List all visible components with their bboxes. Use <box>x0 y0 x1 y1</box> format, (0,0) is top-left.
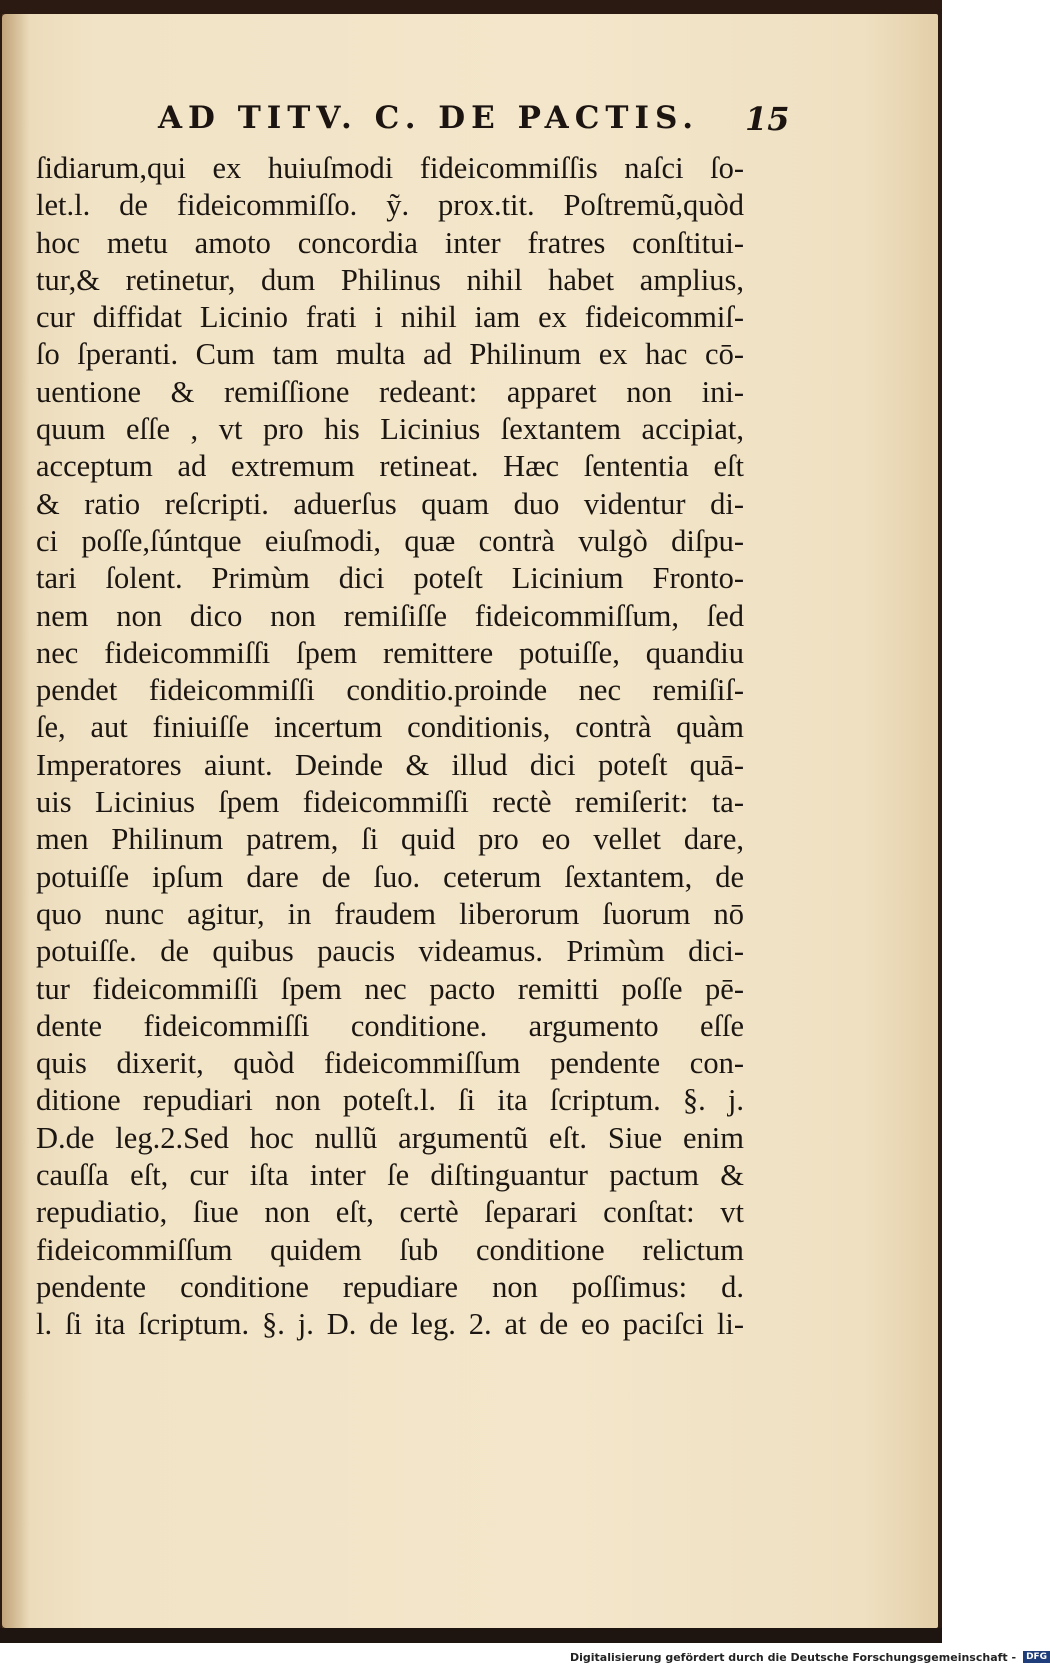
text-line: let.l. de fideicommiſſo. ỹ. prox.tit. Poſtremũ,quòd <box>36 188 744 223</box>
text-line: potuiſſe ipſum dare de ſuo. ceterum ſextantem, de <box>36 859 744 894</box>
text-line: pendet fideicommiſſi conditio.proinde nec remiſiſ- <box>36 673 744 708</box>
text-line: l. ſi ita ſcriptum. §. j. D. de leg. 2. at de eo paciſci li- <box>36 1307 744 1342</box>
text-line: fideicommiſſum quidem ſub conditione relictum <box>36 1232 744 1267</box>
text-line: & ratio reſcripti. aduerſus quam duo videntur di- <box>36 486 744 521</box>
page-header <box>0 100 942 140</box>
text-line: quum eſſe , vt pro his Licinius ſextantem accipiat, <box>36 412 744 447</box>
running-title: AD TITV. C. DE PACTIS. <box>158 100 700 136</box>
text-line: ſe, aut finiuiſſe incertum conditionis, contrà quàm <box>36 710 744 745</box>
text-line: tari ſolent. Primùm dici poteſt Licinium Fronto- <box>36 561 744 596</box>
text-line: dente fideicommiſſi conditione. argumento eſſe <box>36 1008 744 1043</box>
body-text <box>36 150 744 1344</box>
text-line: potuiſſe. de quibus paucis videamus. Primùm dici- <box>36 934 744 969</box>
text-line: men Philinum patrem, ſi quid pro eo vellet dare, <box>36 822 744 857</box>
scan-bottom-edge <box>0 1628 942 1643</box>
text-line: pendente conditione repudiare non poſſimus: d. <box>36 1269 744 1304</box>
text-line: cauſſa eſt, cur iſta inter ſe diſtinguantur pactum & <box>36 1158 744 1193</box>
text-line: repudiatio, ſiue non eſt, certè ſeparari conſtat: vt <box>36 1195 744 1230</box>
text-line: nem non dico non remiſiſſe fideicommiſſum, ſed <box>36 598 744 633</box>
text-line: quo nunc agitur, in fraudem liberorum ſuorum nō <box>36 896 744 931</box>
text-line: quis dixerit, quòd fideicommiſſum pendente con- <box>36 1046 744 1081</box>
text-line: hoc metu amoto concordia inter fratres conſtitui- <box>36 225 744 260</box>
text-line: uis Licinius ſpem fideicommiſſi rectè remiſerit: ta- <box>36 785 744 820</box>
gutter-shadow <box>2 14 30 1628</box>
text-line: ci poſſe,ſúntque eiuſmodi, quæ contrà vulgò diſpu- <box>36 523 744 558</box>
text-line: uentione & remiſſione redeant: apparet non ini- <box>36 374 744 409</box>
text-line: nec fideicommiſſi ſpem remittere potuiſſe, quandiu <box>36 635 744 670</box>
text-line: ditione repudiari non poteſt.l. ſi ita ſcriptum. §. j. <box>36 1083 744 1118</box>
text-line: ſo ſperanti. Cum tam multa ad Philinum ex hac cō- <box>36 337 744 372</box>
footer-credit <box>570 1648 1048 1666</box>
text-line: cur diffidat Licinio frati i nihil iam ex fideicommiſ- <box>36 300 744 335</box>
text-line: D.de leg.2.Sed hoc nullũ argumentũ eſt. Siue enim <box>36 1120 744 1155</box>
dfg-logo: DFG <box>1023 1651 1050 1663</box>
text-line: acceptum ad extremum retineat. Hæc ſententia eſt <box>36 449 744 484</box>
text-line: Imperatores aiunt. Deinde & illud dici poteſt quā- <box>36 747 744 782</box>
text-line: tur fideicommiſſi ſpem nec pacto remitti poſſe pē- <box>36 971 744 1006</box>
text-line: ſidiarum,qui ex huiuſmodi fideicommiſſis naſci ſo- <box>36 151 744 185</box>
text-line: tur,& retinetur, dum Philinus nihil habet amplius, <box>36 262 744 297</box>
page-number: 15 <box>745 100 790 138</box>
digitization-credit: Digitalisierung gefördert durch die Deutsche Forschungsgemeinschaft - <box>570 1650 1017 1664</box>
